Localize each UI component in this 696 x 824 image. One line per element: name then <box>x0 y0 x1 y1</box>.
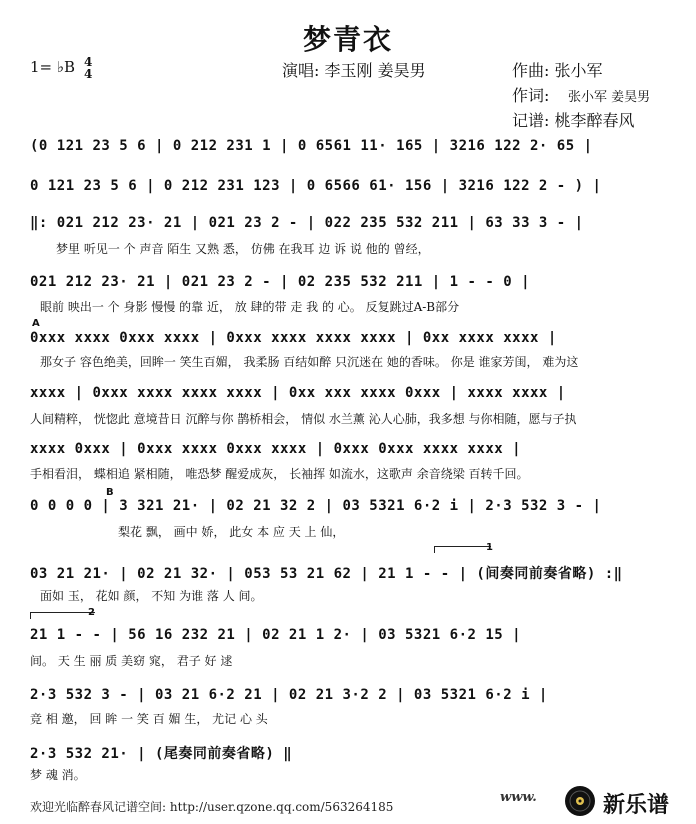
singer-credit: 演唱: 李玉刚 姜昊男 <box>282 61 426 80</box>
section-b-marker: B <box>106 487 114 498</box>
music-line-12-notes: 2·3 532 21· | (尾奏同前奏省略) ‖ <box>30 746 293 762</box>
lyricist-credit: 张小军 姜昊男 <box>568 90 651 105</box>
music-line-9-notes: 03 21 21· | 02 21 32· | 053 53 21 62 | 21 1 - - | (间奏同前奏省略) :‖ <box>30 566 623 582</box>
song-title: 梦青衣 <box>302 23 393 56</box>
music-line-10-lyrics: 间。 天 生 丽 质 美窈 窕， 君子 好 逑 <box>30 654 233 668</box>
lyricist-label: 作词: <box>512 86 550 105</box>
composer-credit: 作曲: 张小军 <box>512 61 603 80</box>
transcriber-credit: 记谱: 桃李醉春风 <box>512 111 635 130</box>
music-line-6-notes: xxxx | 0xxx xxxx xxxx xxxx | 0xx xxx xxxx 0xxx | xxxx xxxx | <box>30 385 566 401</box>
music-line-11-notes: 2·3 532 3 - | 03 21 6·2 21 | 02 21 3·2 2 | 03 5321 6·2 i | <box>30 687 548 703</box>
time-signature-top: 4 <box>84 55 93 69</box>
music-line-9-lyrics: 面如 玉， 花如 颜， 不知 为谁 落 人 间。 <box>40 589 263 603</box>
watermark-url: www. <box>500 790 537 805</box>
music-line-2-notes: 0 121 23 5 6 | 0 212 231 123 | 0 6566 61· 156 | 3216 122 2 - ) | <box>30 178 602 194</box>
music-line-4-lyrics: 眼前 映出一 个 身影 慢慢 的靠 近， 放 肆的带 走 我 的 心。 反复跳过A-B部分 <box>40 300 460 314</box>
music-line-8-lyrics: 梨花 飘， 画中 娇， 此女 本 应 天 上 仙， <box>118 525 345 539</box>
music-line-5-notes: 0xxx xxxx 0xxx xxxx | 0xxx xxxx xxxx xxxx | 0xx xxxx xxxx | <box>30 330 557 346</box>
watermark-logo-text: 新乐谱 <box>603 793 670 818</box>
music-line-6-lyrics: 人间精粹， 恍惚此 意境昔日 沉醉与你 鹊桥相会， 情似 水兰薰 沁人心肺，我多想 与你相随，愿与子执 <box>30 412 577 426</box>
music-line-3-notes: ‖: 021 212 23· 21 | 021 23 2 - | 022 235 532 211 | 63 33 3 - | <box>30 215 584 231</box>
music-line-5-lyrics: 那女子 容色绝美，回眸一 笑生百媚， 我柔肠 百结如醉 只沉迷在 她的香味。 你是 谁家芳闺， 难为这 <box>40 355 579 369</box>
time-signature-bottom: 4 <box>84 67 93 81</box>
volta-bracket-1 <box>434 546 491 553</box>
key-signature: 1= ♭B <box>30 58 75 76</box>
vinyl-record-icon <box>560 783 600 819</box>
section-a-marker: A <box>32 318 40 329</box>
volta-2-label: 2 <box>88 607 95 618</box>
music-line-3-lyrics: 梦里 听见一 个 声音 陌生 又熟 悉， 仿佛 在我耳 边 诉 说 他的 曾经， <box>56 242 430 256</box>
music-line-11-lyrics: 竞 相 邀， 回 眸 一 笑 百 媚 生， 尤记 心 头 <box>30 712 268 726</box>
footer-text: 欢迎光临醉春风记谱空间: http://user.qzone.qq.com/563264185 <box>30 800 394 814</box>
volta-bracket-2 <box>30 612 95 619</box>
time-signature <box>84 56 92 80</box>
volta-1-label: 1 <box>486 542 493 553</box>
music-line-7-notes: xxxx 0xxx | 0xxx xxxx 0xxx xxxx | 0xxx 0xxx xxxx xxxx | <box>30 441 522 457</box>
music-line-10-notes: 21 1 - - | 56 16 232 21 | 02 21 1 2· | 03 5321 6·2 15 | <box>30 627 522 643</box>
music-line-12-lyrics: 梦 魂 消。 <box>30 768 86 782</box>
music-line-8-notes: 0 0 0 0 | 3 321 21· | 02 21 32 2 | 03 5321 6·2 i | 2·3 532 3 - | <box>30 498 602 514</box>
music-line-4-notes: 021 212 23· 21 | 021 23 2 - | 02 235 532 211 | 1 - - 0 | <box>30 274 531 290</box>
music-line-7-lyrics: 手相看泪， 蝶相追 紧相随， 唯恐梦 醒爱成灰， 长袖挥 如流水，这歌声 余音绕梁 百转千回。 <box>30 467 529 481</box>
music-line-1-notes: (0 121 23 5 6 | 0 212 231 1 | 0 6561 11· 165 | 3216 122 2· 65 | <box>30 138 593 154</box>
